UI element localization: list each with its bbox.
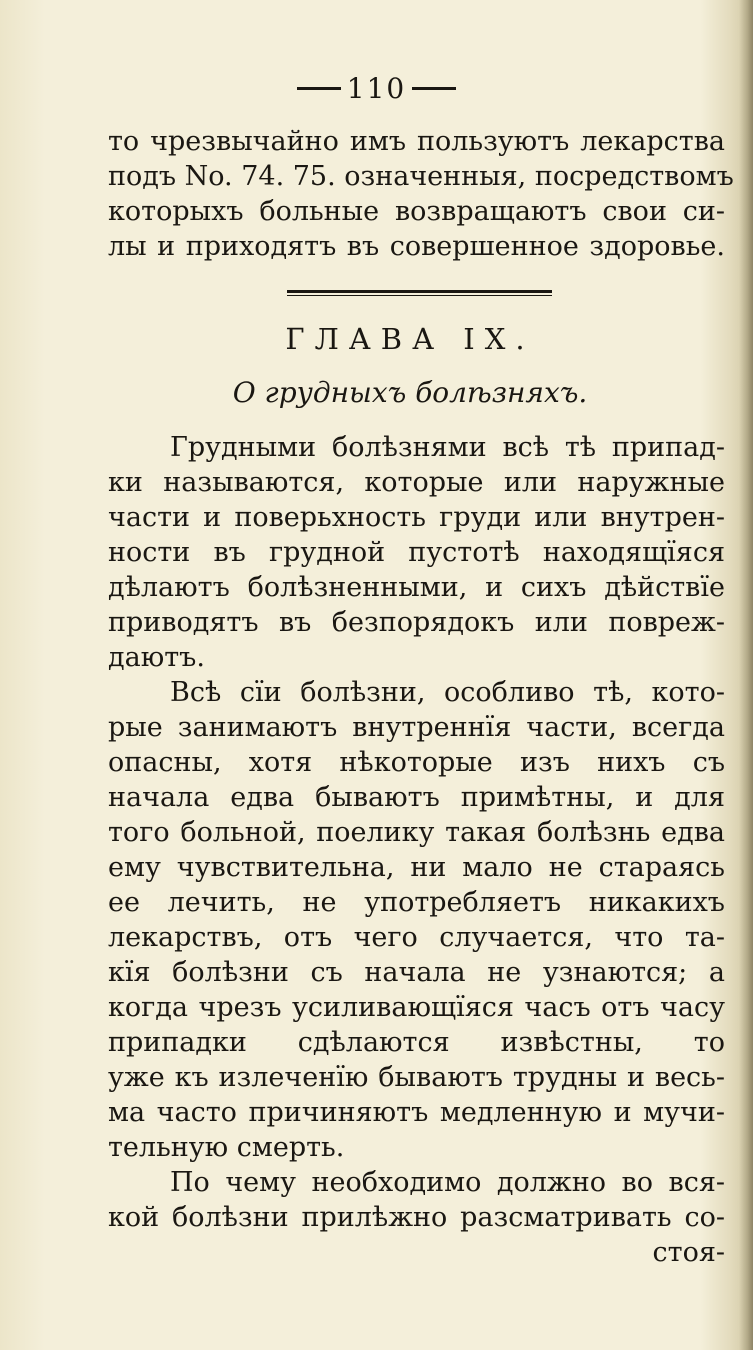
text-line: части и поверьхность груди или внутрен- [108,502,725,533]
text-line: лекарствъ, отъ чего случается, что та- [108,922,725,953]
text-line: ее лечить, не употребляетъ никакихъ [108,887,725,918]
page-edge-shadow [739,0,753,1350]
text-line: Всѣ сїи болѣзни, особливо тѣ, кото- [170,677,725,708]
header-dash-left [297,87,341,90]
text-line: ма часто причиняютъ медленную и мучи- [108,1097,725,1128]
text-line: которыхъ больные возвращаютъ свои си- [108,196,725,227]
text-line: начала едва бываютъ примѣтны, и для [108,782,725,813]
text-line: уже къ излеченїю бываютъ трудны и весь- [108,1062,725,1093]
text-line: подъ No. 74. 75. означенныя, посредствомъ [108,161,734,192]
text-line: тельную смерть. [108,1132,345,1163]
section-divider [287,290,552,296]
text-line: кїя болѣзни съ начала не узнаются; а [108,957,725,988]
text-line: ки называются, которые или наружные [108,467,725,498]
text-line: когда чрезъ усиливающїяся часъ отъ часу [108,992,725,1023]
page-number: 110 [346,71,407,105]
text-line: приводятъ въ безпорядокъ или повреж- [108,607,725,638]
text-line: ему чувствительна, ни мало не стараясь [108,852,725,883]
text-line: кой болѣзни прилѣжно разсматривать со- [108,1202,725,1233]
text-line: дѣлаютъ болѣзненными, и сихъ дѣйствїе [108,572,725,603]
text-line: ности въ грудной пустотѣ находящїяся [108,537,725,568]
text-line: даютъ. [108,642,205,673]
catchword: стоя- [652,1237,725,1268]
chapter-body [108,430,725,1270]
text-line: того больной, поелику такая болѣзнь едва [108,817,725,848]
text-line: то чрезвычайно имъ пользуютъ лекарства [108,126,725,157]
text-line: По чему необходимо должно во вся- [170,1167,725,1198]
text-line: Грудными болѣзнями всѣ тѣ припад- [170,432,725,463]
chapter-subtitle: О грудныхъ болѣзняхъ. [232,376,588,409]
header-dash-right [412,87,456,90]
page-header [0,68,753,108]
text-line: опасны, хотя нѣкоторые изъ нихъ съ [108,747,725,778]
text-line: лы и приходятъ въ совершенное здоровье. [108,231,725,262]
text-line: рые занимаютъ внутреннїя части, всегда [108,712,725,743]
paragraph-continued [108,124,734,264]
text-line: припадки сдѣлаются извѣстны, то [108,1027,725,1058]
chapter-title: ГЛАВА IX. [285,322,535,356]
